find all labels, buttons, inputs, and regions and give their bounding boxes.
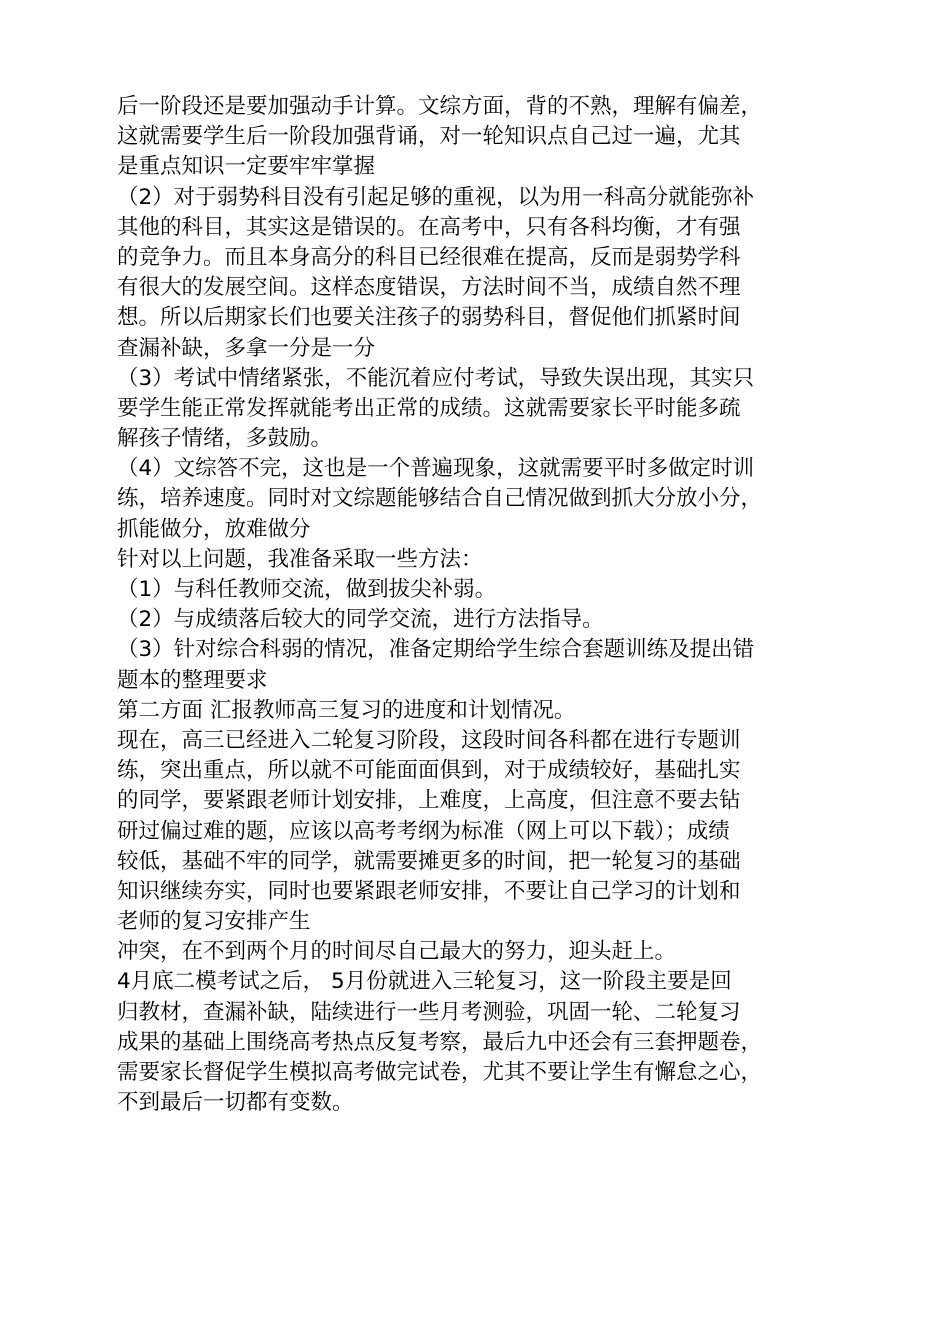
text-line: 研过偏过难的题，应该以高考考纲为标准（网上可以下载）；成绩 — [117, 818, 730, 844]
text-line: （4）文综答不完，这也是一个普遍现象，这就需要平时多做定时训 — [117, 456, 755, 482]
text-line: 针对以上问题，我准备采取一些方法： — [117, 546, 483, 572]
text-line: （1）与科任教师交流，做到拔尖补弱。 — [117, 577, 497, 602]
text-line: 要学生能正常发挥就能考出正常的成绩。这就需要家长平时能多疏 — [117, 395, 741, 421]
text-line: 不到最后一切都有变数。 — [117, 1090, 354, 1116]
text-line: （2）对于弱势科目没有引起足够的重视，以为用一科高分就能弥补 — [117, 184, 755, 210]
text-line: 现在，高三已经进入二轮复习阶段，这段时间各科都在进行专题训 — [117, 727, 741, 753]
text-line: 4月底二模考试之后， 5月份就进入三轮复习，这一阶段主要是回 — [117, 969, 732, 995]
text-line: 需要家长督促学生模拟高考做完试卷，尤其不要让学生有懈怠之心， — [117, 1060, 763, 1085]
text-line: 第二方面 汇报教师高三复习的进度和计划情况。 — [117, 697, 576, 723]
text-line: 练，培养速度。同时对文综题能够结合自己情况做到抓大分放小分， — [117, 486, 763, 512]
text-line: 冲突，在不到两个月的时间尽自己最大的努力，迎头赶上。 — [117, 939, 677, 965]
text-line: 练，突出重点，所以就不可能面面俱到，对于成绩较好，基础扎实 — [117, 758, 741, 784]
text-line: 归教材，查漏补缺，陆续进行一些月考测验，巩固一轮、二轮复习 — [117, 999, 741, 1025]
text-line: 题本的整理要求 — [117, 667, 268, 693]
text-line: 解孩子情绪，多鼓励。 — [117, 426, 333, 452]
text-line: 想。所以后期家长们也要关注孩子的弱势科目，督促他们抓紧时间 — [117, 305, 741, 331]
text-line: 成果的基础上围绕高考热点反复考察，最后九中还会有三套押题卷， — [117, 1029, 763, 1055]
text-line: 老师的复习安排产生 — [117, 909, 311, 935]
text-line: 其他的科目，其实这是错误的。在高考中，只有各科均衡，才有强 — [117, 214, 741, 240]
text-line: 的同学，要紧跟老师计划安排，上难度，上高度，但注意不要去钻 — [117, 788, 741, 814]
text-line: 后一阶段还是要加强动手计算。文综方面，背的不熟，理解有偏差， — [117, 94, 763, 119]
text-line: 这就需要学生后一阶段加强背诵，对一轮知识点自己过一遍，尤其 — [117, 124, 741, 150]
text-line: 的竞争力。而且本身高分的科目已经很难在提高，反而是弱势学科 — [117, 244, 741, 270]
text-line: 查漏补缺，多拿一分是一分 — [117, 335, 376, 361]
document-body — [117, 92, 837, 1118]
text-line: 较低，基础不牢的同学，就需要摊更多的时间，把一轮复习的基础 — [117, 848, 741, 874]
text-line: （3）针对综合科弱的情况，准备定期给学生综合套题训练及提出错 — [117, 637, 755, 663]
text-line: （3）考试中情绪紧张，不能沉着应付考试，导致失误出现，其实只 — [117, 365, 755, 391]
text-line: 抓能做分，放难做分 — [117, 516, 311, 542]
text-line: 是重点知识一定要牢牢掌握 — [117, 154, 376, 180]
text-line: 有很大的发展空间。这样态度错误，方法时间不当，成绩自然不理 — [117, 275, 741, 301]
text-line: （2）与成绩落后较大的同学交流，进行方法指导。 — [117, 607, 604, 633]
text-line: 知识继续夯实，同时也要紧跟老师安排，不要让自己学习的计划和 — [117, 878, 741, 904]
